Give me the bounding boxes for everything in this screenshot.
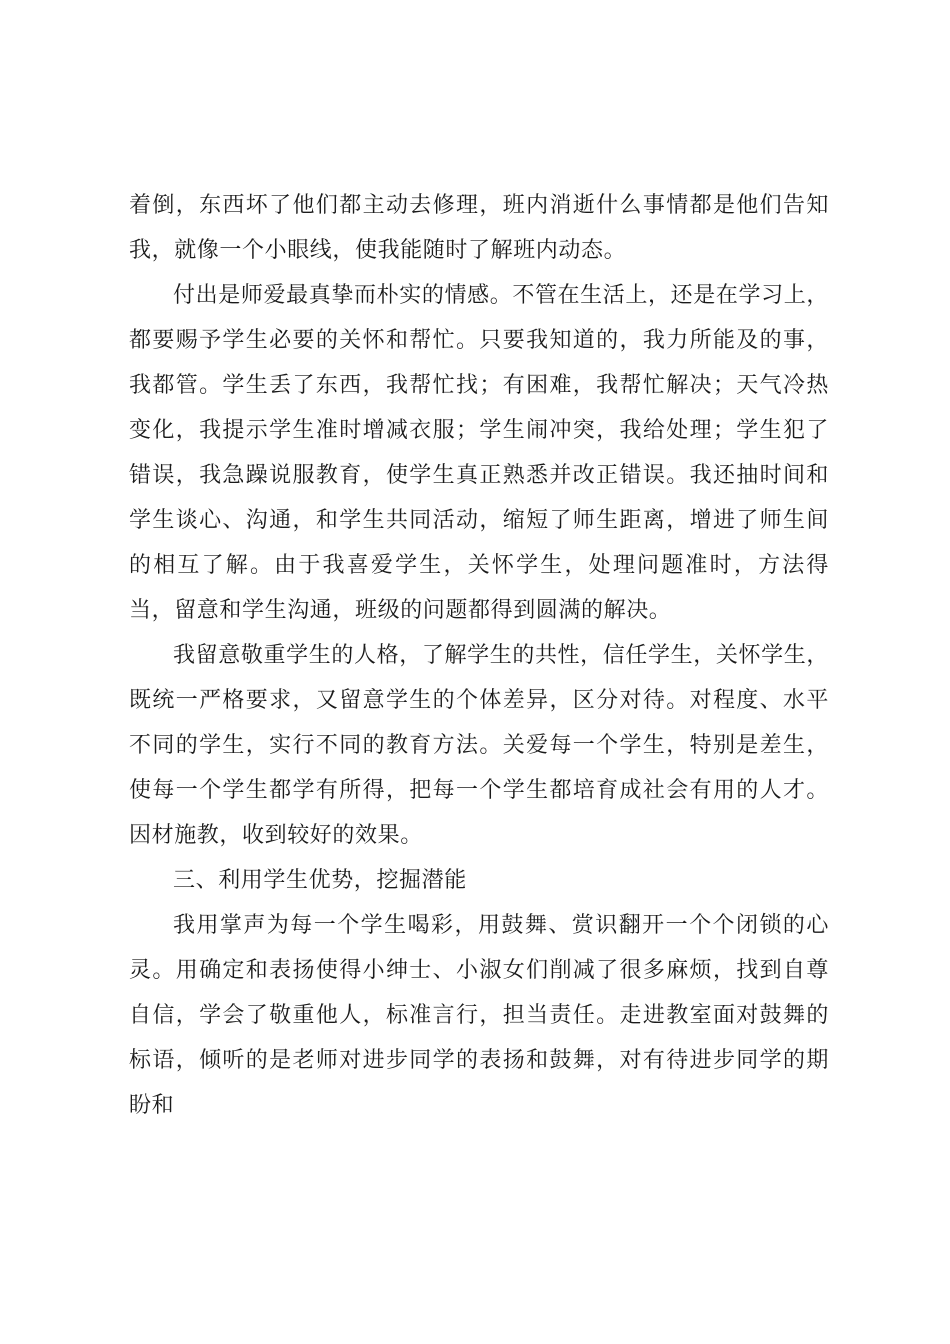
paragraph-respect-students: 我留意敬重学生的人格，了解学生的共性，信任学生，关怀学生，既统一严格要求，又留意学生的个体差异，区分对待。对程度、水平不同的学生，实行不同的教育方法。关爱每一个学生，特别是差生，使每一个学生都学有所得，把每一个学生都培育成社会有用的人才。因材施教，收到较好的效果。: [129, 643, 829, 848]
document-body: [129, 183, 829, 1128]
paragraph-continuation: 着倒，东西坏了他们都主动去修理，班内消逝什么事情都是他们告知我，就像一个小眼线，使我能随时了解班内动态。: [129, 193, 829, 263]
paragraph-applause: 我用掌声为每一个学生喝彩，用鼓舞、赏识翻开一个个闭锁的心灵。用确定和表扬使得小绅士、小淑女们削减了很多麻烦，找到自尊自信，学会了敬重他人，标准言行，担当责任。走进教室面对鼓舞的标语，倾听的是老师对进步同学的表扬和鼓舞，对有待进步同学的期盼和: [129, 913, 829, 1118]
section-heading: 三、利用学生优势，挖掘潜能: [173, 868, 467, 893]
paragraph-teacher-love: 付出是师爱最真挚而朴实的情感。不管在生活上，还是在学习上，都要赐予学生必要的关怀和帮忙。只要我知道的，我力所能及的事，我都管。学生丢了东西，我帮忙找；有困难，我帮忙解决；天气冷热变化，我提示学生准时增减衣服；学生闹冲突，我给处理；学生犯了错误，我急躁说服教育，使学生真正熟悉并改正错误。我还抽时间和学生谈心、沟通，和学生共同活动，缩短了师生距离，增进了师生间的相互了解。由于我喜爱学生，关怀学生，处理问题准时，方法得当，留意和学生沟通，班级的问题都得到圆满的解决。: [129, 283, 829, 623]
